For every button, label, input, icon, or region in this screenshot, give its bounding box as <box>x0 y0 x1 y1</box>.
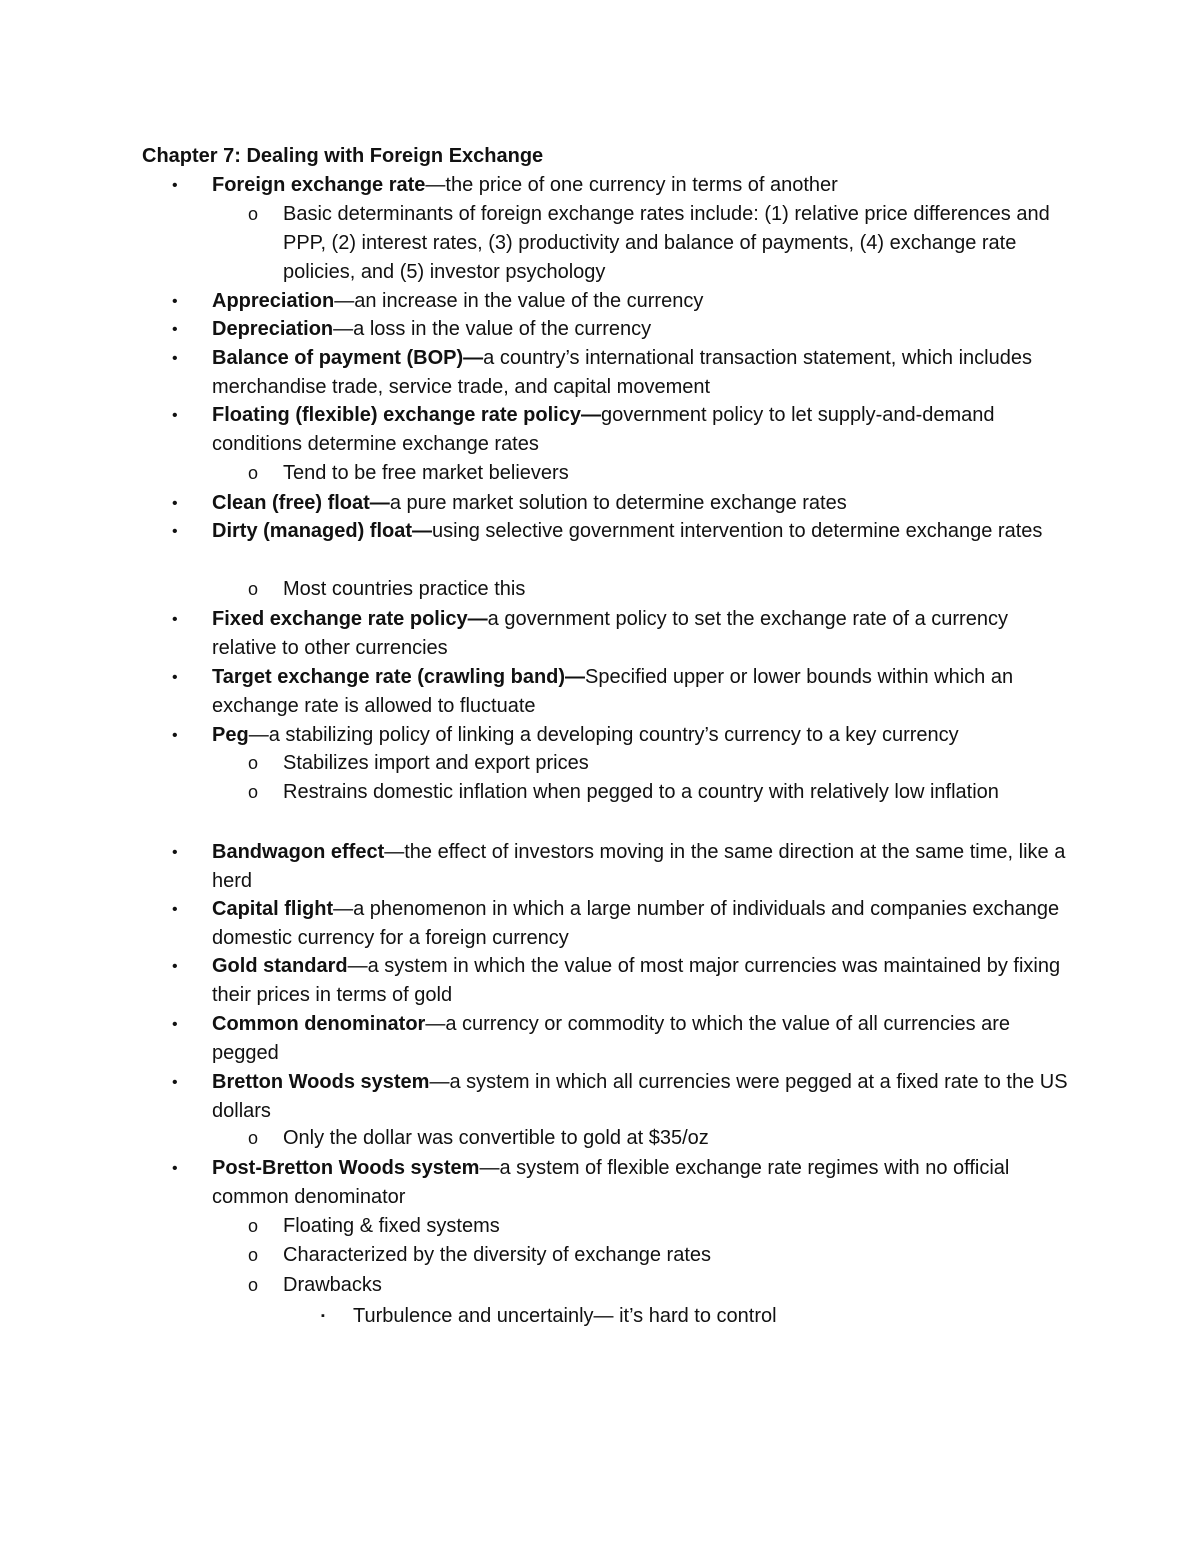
sub-list-item <box>248 778 1073 807</box>
page-title: Chapter 7: Dealing with Foreign Exchange <box>142 145 544 167</box>
item-text: Basic determinants of foreign exchange rates include: (1) relative price differences and PPP, (2) interest rates, (3) productivity and balance of payments, (4) exchange rate policies, and (5) investor psychology <box>283 203 1050 283</box>
term: Fixed exchange rate policy— <box>212 608 488 630</box>
definition: Specified upper or lower bounds within which an exchange rate is allowed to fluctuate <box>212 666 1014 717</box>
term: Balance of payment (BOP)— <box>212 347 484 369</box>
definition: —an increase in the value of the currency <box>334 290 704 312</box>
item-text: Only the dollar was convertible to gold at $35/oz <box>283 1127 709 1149</box>
definition: —a system of flexible exchange rate regimes with no official common denominator <box>212 1157 1010 1208</box>
list-item <box>172 838 1072 896</box>
bullet-icon: • <box>172 669 178 686</box>
item-text: Turbulence and uncertainly— it’s hard to control <box>353 1305 777 1327</box>
circle-bullet-icon: o <box>248 1128 259 1148</box>
bullet-icon: • <box>172 1074 178 1091</box>
definition: —a phenomenon in which a large number of individuals and companies exchange domestic currency for a foreign currency <box>212 898 1060 949</box>
sub-list-item <box>248 1124 1073 1153</box>
sub-sub-list-item <box>321 1302 1073 1331</box>
list-item <box>172 1068 1072 1126</box>
bullet-icon: • <box>172 611 178 628</box>
definition: —a stabilizing policy of linking a developing country’s currency to a key currency <box>248 724 959 746</box>
circle-bullet-icon: o <box>248 579 259 599</box>
term: Foreign exchange rate <box>212 174 426 196</box>
bullet-icon: • <box>172 350 178 367</box>
definition: —a system in which the value of most major currencies was maintained by fixing their prices in terms of gold <box>212 955 1061 1006</box>
sub-list-item <box>248 1212 1073 1241</box>
term: Target exchange rate (crawling band)— <box>212 666 586 688</box>
definition: a pure market solution to determine exchange rates <box>389 492 847 514</box>
list-item <box>172 895 1072 953</box>
circle-bullet-icon: o <box>248 1275 259 1295</box>
list-item <box>172 489 1072 518</box>
item-text: Drawbacks <box>283 1274 382 1296</box>
list-item <box>172 663 1072 721</box>
list-item <box>172 287 1072 316</box>
bullet-icon: • <box>172 495 178 512</box>
list-item <box>172 344 1072 402</box>
circle-bullet-icon: o <box>248 753 259 773</box>
sub-list-item <box>248 200 1073 287</box>
list-item <box>172 315 1072 344</box>
definition: government policy to let supply-and-demand conditions determine exchange rates <box>212 404 995 455</box>
list-item <box>172 605 1072 663</box>
list-item <box>172 721 1072 750</box>
term: Depreciation <box>212 318 334 340</box>
item-text: Characterized by the diversity of exchange rates <box>283 1244 711 1266</box>
circle-bullet-icon: o <box>248 204 259 224</box>
definition: using selective government intervention to determine exchange rates <box>432 520 1043 542</box>
circle-bullet-icon: o <box>248 782 259 802</box>
term: Bretton Woods system <box>212 1071 430 1093</box>
bullet-icon: • <box>172 407 178 424</box>
term: Post-Bretton Woods system <box>212 1157 480 1179</box>
term: Floating (flexible) exchange rate policy— <box>212 404 601 426</box>
item-text: Most countries practice this <box>283 578 526 600</box>
sub-list-item <box>248 749 1073 778</box>
bullet-icon: • <box>172 321 178 338</box>
bullet-icon: • <box>172 177 178 194</box>
sub-list-item <box>248 1241 1073 1270</box>
item-text: Floating & fixed systems <box>283 1215 500 1237</box>
circle-bullet-icon: o <box>248 463 259 483</box>
circle-bullet-icon: o <box>248 1245 259 1265</box>
bullet-icon: • <box>172 293 178 310</box>
definition: —a loss in the value of the currency <box>333 318 652 340</box>
term: Appreciation <box>212 290 335 312</box>
term: Peg <box>212 724 249 746</box>
term: Bandwagon effect <box>212 841 385 863</box>
bullet-icon: • <box>172 958 178 975</box>
list-item <box>172 952 1072 1010</box>
definition: —a currency or commodity to which the value of all currencies are pegged <box>212 1013 1011 1064</box>
definition: a government policy to set the exchange rate of a currency relative to other currencies <box>212 608 1008 659</box>
list-item <box>172 401 1072 459</box>
term: Capital flight <box>212 898 334 920</box>
list-item <box>172 517 1072 546</box>
bullet-icon: • <box>172 844 178 861</box>
list-item <box>172 1154 1072 1212</box>
term: Clean (free) float— <box>212 492 390 514</box>
square-bullet-icon: ▪ <box>321 1310 325 1322</box>
bullet-icon: • <box>172 523 178 540</box>
item-text: Tend to be free market believers <box>283 462 569 484</box>
term: Gold standard <box>212 955 348 977</box>
bullet-icon: • <box>172 727 178 744</box>
sub-list-item <box>248 1271 1073 1300</box>
definition: —a system in which all currencies were pegged at a fixed rate to the US dollars <box>212 1071 1068 1122</box>
bullet-icon: • <box>172 1160 178 1177</box>
bullet-icon: • <box>172 901 178 918</box>
list-item <box>172 171 1072 200</box>
definition: —the price of one currency in terms of another <box>425 174 838 196</box>
term: Dirty (managed) float— <box>212 520 433 542</box>
list-item <box>172 1010 1072 1068</box>
definition: —the effect of investors moving in the same direction at the same time, like a herd <box>212 841 1066 892</box>
definition: a country’s international transaction statement, which includes merchandise trade, service trade, and capital movement <box>212 347 1032 398</box>
item-text: Restrains domestic inflation when pegged to a country with relatively low inflation <box>283 781 999 803</box>
term: Common denominator <box>212 1013 426 1035</box>
item-text: Stabilizes import and export prices <box>283 752 589 774</box>
circle-bullet-icon: o <box>248 1216 259 1236</box>
sub-list-item <box>248 575 1073 604</box>
bullet-icon: • <box>172 1016 178 1033</box>
sub-list-item <box>248 459 1073 488</box>
